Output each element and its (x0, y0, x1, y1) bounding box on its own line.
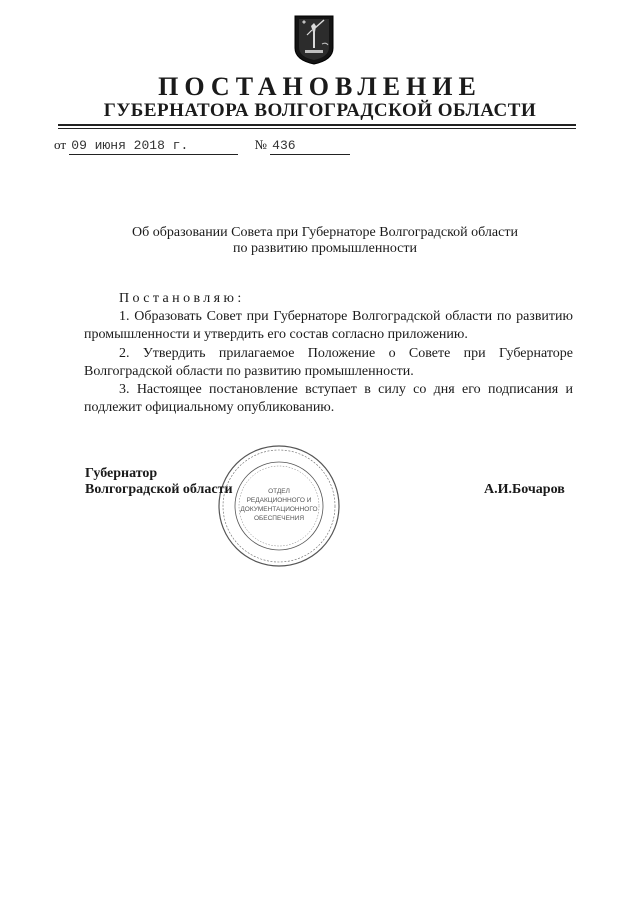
stamp-line-2: РЕДАКЦИОННОГО И (246, 497, 312, 504)
header-rule-thin (58, 128, 576, 129)
subject-line-2: по развитию промышленности (232, 241, 418, 256)
signatory-name: А.И.Бочаров (484, 482, 565, 497)
decree-word: Постановляю: (119, 291, 245, 306)
stamp-line-4: ОБЕСПЕЧЕНИЯ (253, 515, 305, 522)
number-prefix: № (254, 137, 267, 152)
signatory-position (85, 466, 233, 498)
official-stamp (215, 442, 343, 570)
coat-of-arms-emblem (293, 14, 335, 66)
subject-line-1: Об образовании Совета при Губернаторе Волгоградской области (132, 225, 518, 240)
document-requisites (54, 137, 350, 155)
paragraph-3: 3. Настоящее постановление вступает в силу со дня его подписания и подлежит официальному опубликованию. (84, 382, 573, 416)
date-field: 09 июня 2018 г. (69, 138, 238, 155)
signatory-position-line-2: Волгоградской области (85, 482, 233, 497)
header-rule-thick (58, 124, 576, 126)
document-body (84, 290, 573, 417)
number-field: 436 (270, 138, 350, 155)
date-prefix: от (54, 137, 67, 152)
paragraph-2: 2. Утвердить прилагаемое Положение о Совете при Губернаторе Волгоградской области по развитию промышленности. (84, 345, 573, 379)
paragraph-1: 1. Образовать Совет при Губернаторе Волгоградской области по развитию промышленности и утвердить его состав согласно приложению. (84, 309, 573, 343)
stamp-line-1: ОТДЕЛ (268, 488, 290, 495)
document-issuer: ГУБЕРНАТОРА ВОЛГОГРАДСКОЙ ОБЛАСТИ (103, 100, 537, 121)
document-subject (90, 225, 560, 257)
document-title: ПОСТАНОВЛЕНИЕ (158, 72, 482, 101)
stamp-line-3: ДОКУМЕНТАЦИОННОГО (240, 506, 318, 513)
signatory-position-line-1: Губернатор (85, 466, 158, 481)
